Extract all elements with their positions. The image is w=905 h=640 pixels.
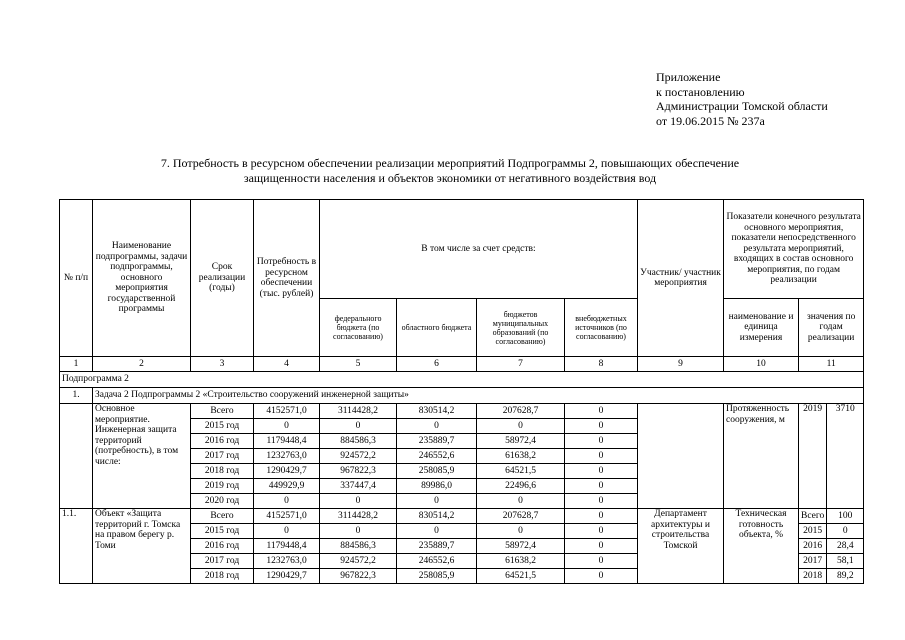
column-number: 7 [477, 357, 565, 372]
total-cell: 4152571,0 [254, 404, 320, 419]
task-row [60, 388, 864, 404]
municipal-cell: 207628,7 [477, 404, 565, 419]
indicator-year-cell: 2015 [799, 524, 827, 539]
header-need: Потребность в ресурсном обеспечении (тыс. рублей) [254, 200, 320, 357]
column-number: 11 [799, 357, 864, 372]
indicator-year-cell: Всего [799, 509, 827, 524]
period-cell: 2016 год [191, 539, 254, 554]
header-row-1 [60, 200, 864, 299]
indicator-value-cell: 28,4 [827, 539, 864, 554]
period-cell: 2019 год [191, 479, 254, 494]
extrabudget-cell: 0 [565, 539, 638, 554]
municipal-cell: 64521,5 [477, 569, 565, 584]
column-number: 6 [397, 357, 477, 372]
header-indicator-values: значения по годам реализации [799, 299, 864, 357]
object-name: Объект «Защита территорий г. Томска на правом берегу р. Томи [93, 509, 191, 584]
extrabudget-cell: 0 [565, 404, 638, 419]
regional-cell: 0 [397, 419, 477, 434]
indicator-year-cell: 2017 [799, 554, 827, 569]
extrabudget-cell: 0 [565, 494, 638, 509]
regional-cell: 830514,2 [397, 509, 477, 524]
period-cell: 2015 год [191, 524, 254, 539]
total-cell: 449929,9 [254, 479, 320, 494]
period-cell: 2017 год [191, 449, 254, 464]
appendix-line: от 19.06.2015 № 237а [656, 113, 765, 128]
regional-cell: 258085,9 [397, 464, 477, 479]
row-number [60, 404, 93, 509]
municipal-cell: 0 [477, 419, 565, 434]
period-cell: 2018 год [191, 569, 254, 584]
total-cell: 4152571,0 [254, 509, 320, 524]
appendix-line: к постановлению [656, 84, 745, 99]
header-indicator-name: наименование и единица измерения [724, 299, 799, 357]
extrabudget-cell: 0 [565, 419, 638, 434]
header-num: № п/п [60, 200, 93, 357]
federal-cell: 884586,3 [320, 539, 397, 554]
regional-cell: 246552,6 [397, 554, 477, 569]
municipal-cell: 61638,2 [477, 449, 565, 464]
regional-cell: 830514,2 [397, 404, 477, 419]
column-number: 4 [254, 357, 320, 372]
header-funds-group: В том числе за счет средств: [320, 200, 638, 299]
extrabudget-cell: 0 [565, 569, 638, 584]
regional-cell: 246552,6 [397, 449, 477, 464]
federal-cell: 924572,2 [320, 554, 397, 569]
column-numbers-row [60, 357, 864, 372]
municipal-cell: 61638,2 [477, 554, 565, 569]
extrabudget-cell: 0 [565, 449, 638, 464]
main-event-name: Основное мероприятие. Инженерная защита территорий (потребность), в том числе: [93, 404, 191, 509]
task-label: Задача 2 Подпрограммы 2 «Строительство сооружений инженерной защиты» [93, 388, 864, 404]
indicator-value-cell: 100 [827, 509, 864, 524]
column-number: 9 [638, 357, 724, 372]
object-indicator-name: Техническая готовность объекта, % [724, 509, 799, 584]
federal-cell: 0 [320, 524, 397, 539]
extrabudget-cell: 0 [565, 509, 638, 524]
period-cell: Всего [191, 404, 254, 419]
appendix-line: Администрации Томской области [656, 99, 828, 113]
main-indicator-name: Протяженность сооружения, м [724, 404, 799, 509]
federal-cell: 3114428,2 [320, 509, 397, 524]
total-cell: 1290429,7 [254, 464, 320, 479]
table-row [60, 404, 864, 419]
title-line-2: защищенности населения и объектов экономики от негативного воздействия вод [243, 171, 657, 185]
extrabudget-cell: 0 [565, 524, 638, 539]
indicator-year-cell: 2018 [799, 569, 827, 584]
header-indicators-group: Показатели конечного результата основного мероприятия, показатели непосредственного результата мероприятий, входящих в состав основного мероприятия, по годам реализации [724, 200, 864, 299]
federal-cell: 0 [320, 494, 397, 509]
total-cell: 1179448,4 [254, 434, 320, 449]
total-cell: 1179448,4 [254, 539, 320, 554]
municipal-cell: 0 [477, 494, 565, 509]
header-period: Срок реализации (годы) [191, 200, 254, 357]
municipal-cell: 22496,6 [477, 479, 565, 494]
regional-cell: 89986,0 [397, 479, 477, 494]
indicator-value-cell: 58,1 [827, 554, 864, 569]
header-name: Наименование подпрограммы, задачи подпрограммы, основного мероприятия государственной программы [93, 200, 191, 357]
document-title [60, 156, 840, 186]
header-participant: Участник/ участник мероприятия [638, 200, 724, 357]
regional-cell: 258085,9 [397, 569, 477, 584]
regional-cell: 0 [397, 494, 477, 509]
regional-cell: 235889,7 [397, 539, 477, 554]
indicator-year-cell: 2016 [799, 539, 827, 554]
municipal-cell: 207628,7 [477, 509, 565, 524]
municipal-cell: 64521,5 [477, 464, 565, 479]
header-extrabudget: внебюджетных источников (по согласованию) [565, 299, 638, 357]
column-number: 3 [191, 357, 254, 372]
total-cell: 0 [254, 419, 320, 434]
extrabudget-cell: 0 [565, 464, 638, 479]
municipal-cell: 0 [477, 524, 565, 539]
header-regional: областного бюджета [397, 299, 477, 357]
extrabudget-cell: 0 [565, 434, 638, 449]
federal-cell: 967822,3 [320, 464, 397, 479]
total-cell: 1290429,7 [254, 569, 320, 584]
extrabudget-cell: 0 [565, 479, 638, 494]
total-cell: 1232763,0 [254, 449, 320, 464]
period-cell: 2020 год [191, 494, 254, 509]
column-number: 1 [60, 357, 93, 372]
column-number: 2 [93, 357, 191, 372]
federal-cell: 884586,3 [320, 434, 397, 449]
federal-cell: 337447,4 [320, 479, 397, 494]
regional-cell: 235889,7 [397, 434, 477, 449]
column-number: 5 [320, 357, 397, 372]
appendix-line: Приложение [656, 70, 721, 84]
federal-cell: 924572,2 [320, 449, 397, 464]
header-federal: федерального бюджета (по согласованию) [320, 299, 397, 357]
period-cell: 2015 год [191, 419, 254, 434]
column-number: 10 [724, 357, 799, 372]
federal-cell: 967822,3 [320, 569, 397, 584]
participant-cell [638, 404, 724, 509]
subprogram-row [60, 372, 864, 388]
main-indicator-value: 3710 [827, 404, 864, 509]
appendix-block [656, 70, 828, 128]
municipal-cell: 58972,4 [477, 539, 565, 554]
total-cell: 0 [254, 524, 320, 539]
task-number: 1. [60, 388, 93, 404]
regional-cell: 0 [397, 524, 477, 539]
period-cell: 2016 год [191, 434, 254, 449]
subprogram-label: Подпрограмма 2 [60, 372, 864, 388]
federal-cell: 3114428,2 [320, 404, 397, 419]
main-indicator-year: 2019 [799, 404, 827, 509]
total-cell: 0 [254, 494, 320, 509]
title-line-1: 7. Потребность в ресурсном обеспечении реализации мероприятий Подпрограммы 2, повышающих обеспечение [160, 156, 740, 170]
object-number: 1.1. [60, 509, 93, 584]
indicator-value-cell: 89,2 [827, 569, 864, 584]
column-number: 8 [565, 357, 638, 372]
object-participant: Департамент архитектуры и строительства Томской [638, 509, 724, 584]
federal-cell: 0 [320, 419, 397, 434]
period-cell: Всего [191, 509, 254, 524]
period-cell: 2017 год [191, 554, 254, 569]
extrabudget-cell: 0 [565, 554, 638, 569]
period-cell: 2018 год [191, 464, 254, 479]
resource-table [59, 199, 864, 584]
municipal-cell: 58972,4 [477, 434, 565, 449]
indicator-value-cell: 0 [827, 524, 864, 539]
total-cell: 1232763,0 [254, 554, 320, 569]
table-row [60, 509, 864, 524]
header-municipal: бюджетов муниципальных образований (по согласованию) [477, 299, 565, 357]
